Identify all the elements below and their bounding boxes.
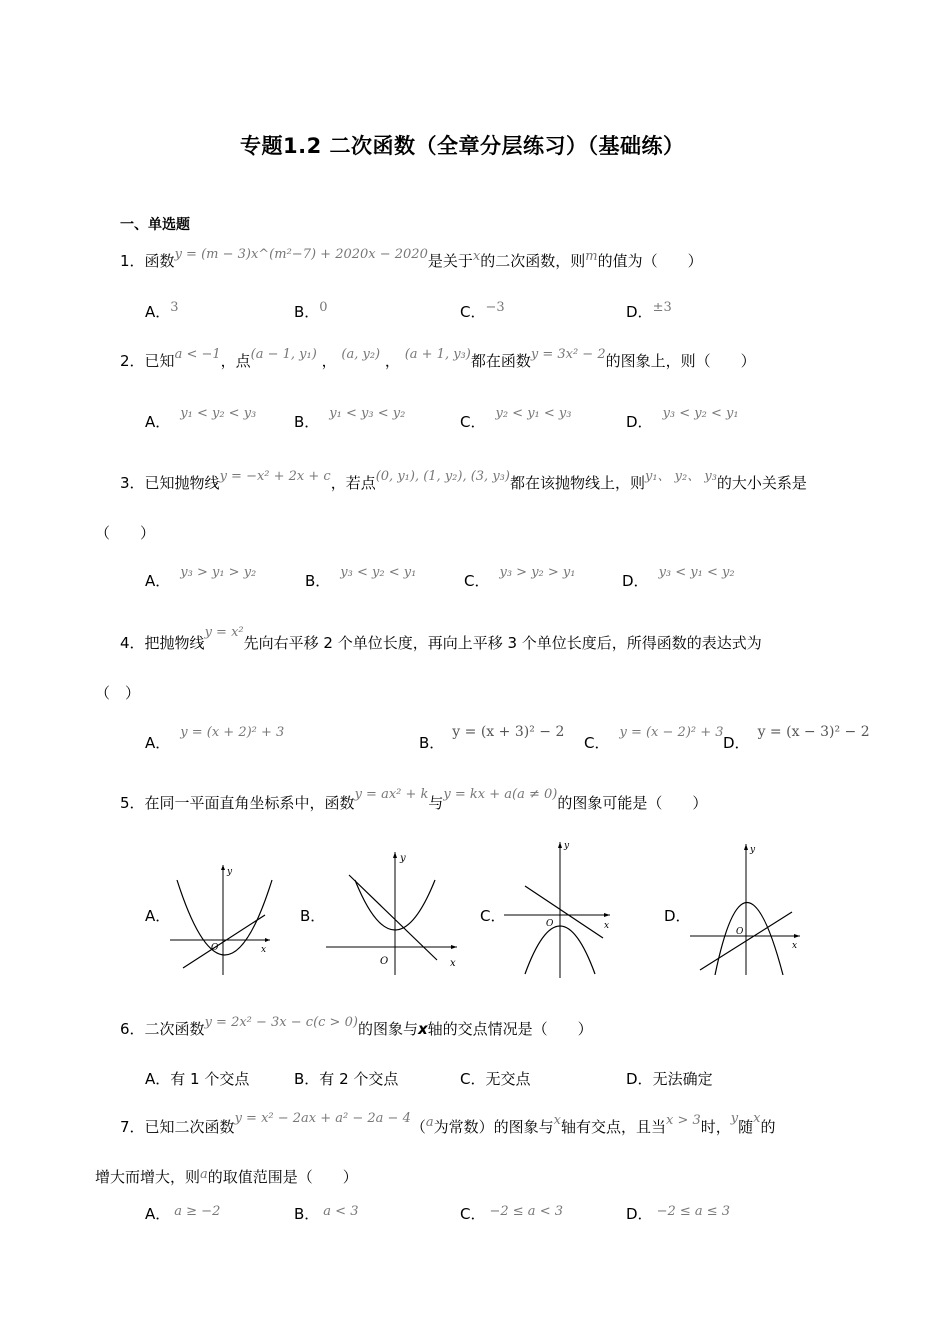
option-value: 有 2 个交点 xyxy=(319,1070,399,1088)
option-c[interactable] xyxy=(460,1203,563,1224)
question-text: 是关于 xyxy=(427,252,473,270)
option-label: B． xyxy=(294,413,320,431)
question-6 xyxy=(120,1015,593,1039)
option-value: a ≥ −2 xyxy=(174,1204,221,1219)
origin-label: O xyxy=(736,927,744,937)
question-text: 为常数）的图象与 xyxy=(433,1118,554,1136)
option-value: y = (x − 3)² − 2 xyxy=(757,724,870,740)
y-label: y xyxy=(564,841,570,851)
question-text: 都在该抛物线上，则 xyxy=(509,474,645,492)
question-number: 6． xyxy=(120,1020,145,1038)
formula: y = 2x² − 3x − c(c > 0) xyxy=(204,1015,358,1030)
question-text: ，若点 xyxy=(330,474,376,492)
option-label: D． xyxy=(626,1070,653,1088)
option-label: A． xyxy=(145,413,171,431)
question-text: 把抛物线 xyxy=(144,634,205,652)
condition: x > 3 xyxy=(666,1113,701,1128)
option-a[interactable] xyxy=(145,301,179,322)
origin-label: O xyxy=(380,956,389,967)
separator: ， xyxy=(321,352,337,370)
question-text: 随 xyxy=(738,1118,754,1136)
question-text: 已知抛物线 xyxy=(144,474,220,492)
question-1 xyxy=(120,247,703,271)
y-label: y xyxy=(400,853,406,864)
question-text: 的值为（ ） xyxy=(597,252,703,270)
option-label: D． xyxy=(626,1205,653,1223)
option-label: B． xyxy=(294,303,320,321)
x-label: x xyxy=(792,941,798,951)
question-text: 增大而增大，则 xyxy=(95,1168,201,1186)
question-number: 1． xyxy=(120,252,145,270)
option-value: y₃ > y₁ > y₂ xyxy=(180,565,257,580)
page-title: 专题1.2 二次函数（全章分层练习）（基础练） xyxy=(240,134,685,158)
option-value: −2 ≤ a ≤ 3 xyxy=(656,1204,731,1219)
question-text: 都在函数 xyxy=(470,352,531,370)
variables: y₁、 y₂、 y₃ xyxy=(644,469,717,484)
question-text: ，点 xyxy=(220,352,251,370)
graph-option-c-label[interactable]: C． xyxy=(480,907,506,925)
question-2 xyxy=(120,347,756,371)
option-value: 3 xyxy=(170,300,179,315)
option-label: C． xyxy=(460,1070,486,1088)
question-5 xyxy=(120,787,708,813)
option-label: B． xyxy=(419,734,445,752)
x-label: x xyxy=(604,921,610,931)
question-4 xyxy=(120,625,762,653)
option-value: y = (x + 3)² − 2 xyxy=(452,724,565,740)
question-text: 与 xyxy=(428,794,444,812)
variable: y xyxy=(730,1111,739,1126)
option-value: a < 3 xyxy=(323,1204,359,1219)
question-number: 7． xyxy=(120,1118,145,1136)
question-number: 2． xyxy=(120,352,145,370)
option-value: y₃ < y₁ < y₂ xyxy=(658,565,735,580)
option-value: y = (x + 2)² + 3 xyxy=(180,725,285,740)
option-b[interactable] xyxy=(294,1068,398,1089)
graph-c[interactable] xyxy=(500,838,612,978)
option-c[interactable] xyxy=(460,301,505,322)
y-axis-arrow xyxy=(393,852,397,858)
formula: y = −x² + 2x + c xyxy=(219,469,331,484)
question-text: 已知 xyxy=(144,352,175,370)
graph-option-b-label[interactable]: B． xyxy=(300,907,326,925)
variable: a xyxy=(425,1115,434,1130)
option-b[interactable] xyxy=(294,1203,358,1224)
variable: x xyxy=(753,1111,761,1126)
option-a[interactable] xyxy=(145,725,285,753)
option-value: 无法确定 xyxy=(652,1070,713,1088)
points: (0, y₁), (1, y₂), (3, y₃) xyxy=(375,469,510,484)
line xyxy=(525,886,603,938)
option-c[interactable] xyxy=(584,725,724,753)
option-value: 无交点 xyxy=(485,1070,531,1088)
option-label: C． xyxy=(460,303,486,321)
question-text: 的大小关系是 xyxy=(716,474,807,492)
option-value: 有 1 个交点 xyxy=(170,1070,250,1088)
question-text: 在同一平面直角坐标系中，函数 xyxy=(144,794,355,812)
x-axis-arrow xyxy=(794,934,800,938)
question-text: 的取值范围是（ ） xyxy=(207,1168,358,1186)
option-label: B． xyxy=(294,1070,320,1088)
question-number: 5． xyxy=(120,794,145,812)
x-axis-arrow xyxy=(451,945,457,949)
option-label: A． xyxy=(145,734,171,752)
point: (a − 1, y₁) xyxy=(250,347,317,362)
option-a[interactable] xyxy=(145,565,257,591)
variable: x xyxy=(472,249,481,264)
option-value: y₃ > y₂ > y₁ xyxy=(499,565,576,580)
option-value: 0 xyxy=(319,300,328,315)
point: (a, y₂) xyxy=(341,347,381,362)
option-label: D． xyxy=(723,734,750,752)
option-b[interactable] xyxy=(305,565,417,591)
question-number: 4． xyxy=(120,634,145,652)
question-text: （ xyxy=(410,1118,426,1136)
option-d[interactable] xyxy=(626,301,672,322)
question-7 xyxy=(120,1111,776,1137)
graph-option-d-label[interactable]: D． xyxy=(664,907,691,925)
option-label: B． xyxy=(305,572,331,590)
question-text: 的图象可能是（ ） xyxy=(557,794,708,812)
variable: m xyxy=(585,249,598,264)
option-label: C． xyxy=(584,734,610,752)
x-axis-arrow xyxy=(604,913,610,917)
option-d[interactable] xyxy=(626,1068,713,1089)
condition: a < −1 xyxy=(174,347,221,362)
option-value: y₃ < y₂ < y₁ xyxy=(662,406,739,421)
question-text: 的 xyxy=(760,1118,776,1136)
question-text: 函数 xyxy=(144,252,175,270)
option-label: A． xyxy=(145,1070,171,1088)
question-text: 轴有交点，且当 xyxy=(560,1118,666,1136)
option-d[interactable] xyxy=(723,724,870,753)
option-b[interactable] xyxy=(419,724,565,753)
graph-a[interactable] xyxy=(165,860,275,980)
y-label: y xyxy=(227,867,233,877)
question-text: 轴的交点情况是（ ） xyxy=(427,1020,593,1038)
question-7-continued xyxy=(95,1166,358,1187)
option-label: C． xyxy=(464,572,490,590)
formula: y = 3x² − 2 xyxy=(530,347,606,362)
question-number: 3． xyxy=(120,474,145,492)
formula: y = x² xyxy=(204,625,244,640)
question-text: 已知二次函数 xyxy=(144,1118,235,1136)
option-label: B． xyxy=(294,1205,320,1223)
option-a[interactable] xyxy=(145,1068,249,1089)
option-label: A． xyxy=(145,303,171,321)
formula: y = kx + a(a ≠ 0) xyxy=(443,787,558,802)
graph-b[interactable] xyxy=(322,850,462,975)
variable: a xyxy=(200,1167,208,1182)
question-text: 先向右平移 2 个单位长度，再向上平移 3 个单位长度后，所得函数的表达式为 xyxy=(243,634,762,652)
option-label: C． xyxy=(460,1205,486,1223)
line xyxy=(183,915,265,968)
option-label: A． xyxy=(145,572,171,590)
formula: y = ax² + k xyxy=(354,787,429,802)
option-d[interactable] xyxy=(622,565,735,591)
y-axis-arrow xyxy=(558,842,562,848)
graph-d[interactable] xyxy=(688,840,803,975)
option-label: D． xyxy=(626,413,653,431)
question-4-blank: （ ） xyxy=(95,684,141,702)
y-axis-arrow xyxy=(744,844,748,850)
question-3 xyxy=(120,469,807,493)
option-value: y₁ < y₂ < y₃ xyxy=(180,406,257,421)
origin-label: O xyxy=(546,919,554,929)
formula: y = (m − 3)x^(m²−7) + 2020x − 2020 xyxy=(174,247,428,262)
option-a[interactable] xyxy=(145,406,257,432)
option-label: D． xyxy=(622,572,649,590)
question-text: 的图象与 xyxy=(357,1020,418,1038)
option-value: ±3 xyxy=(652,300,672,315)
y-axis-arrow xyxy=(221,865,225,870)
separator: ， xyxy=(384,352,400,370)
question-text: 二次函数 xyxy=(144,1020,205,1038)
parabola xyxy=(177,880,272,955)
section-heading: 一、单选题 xyxy=(120,217,190,233)
option-value: y₂ < y₁ < y₃ xyxy=(495,406,572,421)
option-value: y = (x − 2)² + 3 xyxy=(619,725,724,740)
option-a[interactable] xyxy=(145,1203,220,1224)
option-c[interactable] xyxy=(464,565,576,591)
variable: x xyxy=(417,1020,428,1038)
option-value: −3 xyxy=(485,300,505,315)
option-d[interactable] xyxy=(626,1203,730,1224)
option-b[interactable] xyxy=(294,406,406,432)
graph-option-a-label[interactable]: A． xyxy=(145,907,171,925)
variable: x xyxy=(553,1113,561,1128)
origin-label: O xyxy=(211,943,219,953)
question-3-blank: （ ） xyxy=(95,524,156,542)
option-c[interactable] xyxy=(460,406,572,432)
question-text: 时， xyxy=(700,1118,731,1136)
option-c[interactable] xyxy=(460,1068,531,1089)
option-label: D． xyxy=(626,303,653,321)
x-label: x xyxy=(450,958,456,969)
x-label: x xyxy=(261,945,267,955)
point: (a + 1, y₃) xyxy=(404,347,471,362)
option-label: C． xyxy=(460,413,486,431)
option-value: y₁ < y₃ < y₂ xyxy=(329,406,406,421)
option-value: −2 ≤ a < 3 xyxy=(489,1204,563,1219)
y-label: y xyxy=(750,845,756,855)
question-text: 的图象上，则（ ） xyxy=(605,352,756,370)
option-d[interactable] xyxy=(626,406,739,432)
question-text: 的二次函数，则 xyxy=(480,252,586,270)
formula: y = x² − 2ax + a² − 2a − 4 xyxy=(234,1111,411,1126)
option-value: y₃ < y₂ < y₁ xyxy=(340,565,417,580)
option-b[interactable] xyxy=(294,301,328,322)
option-label: A． xyxy=(145,1205,171,1223)
x-axis-arrow xyxy=(265,938,270,942)
